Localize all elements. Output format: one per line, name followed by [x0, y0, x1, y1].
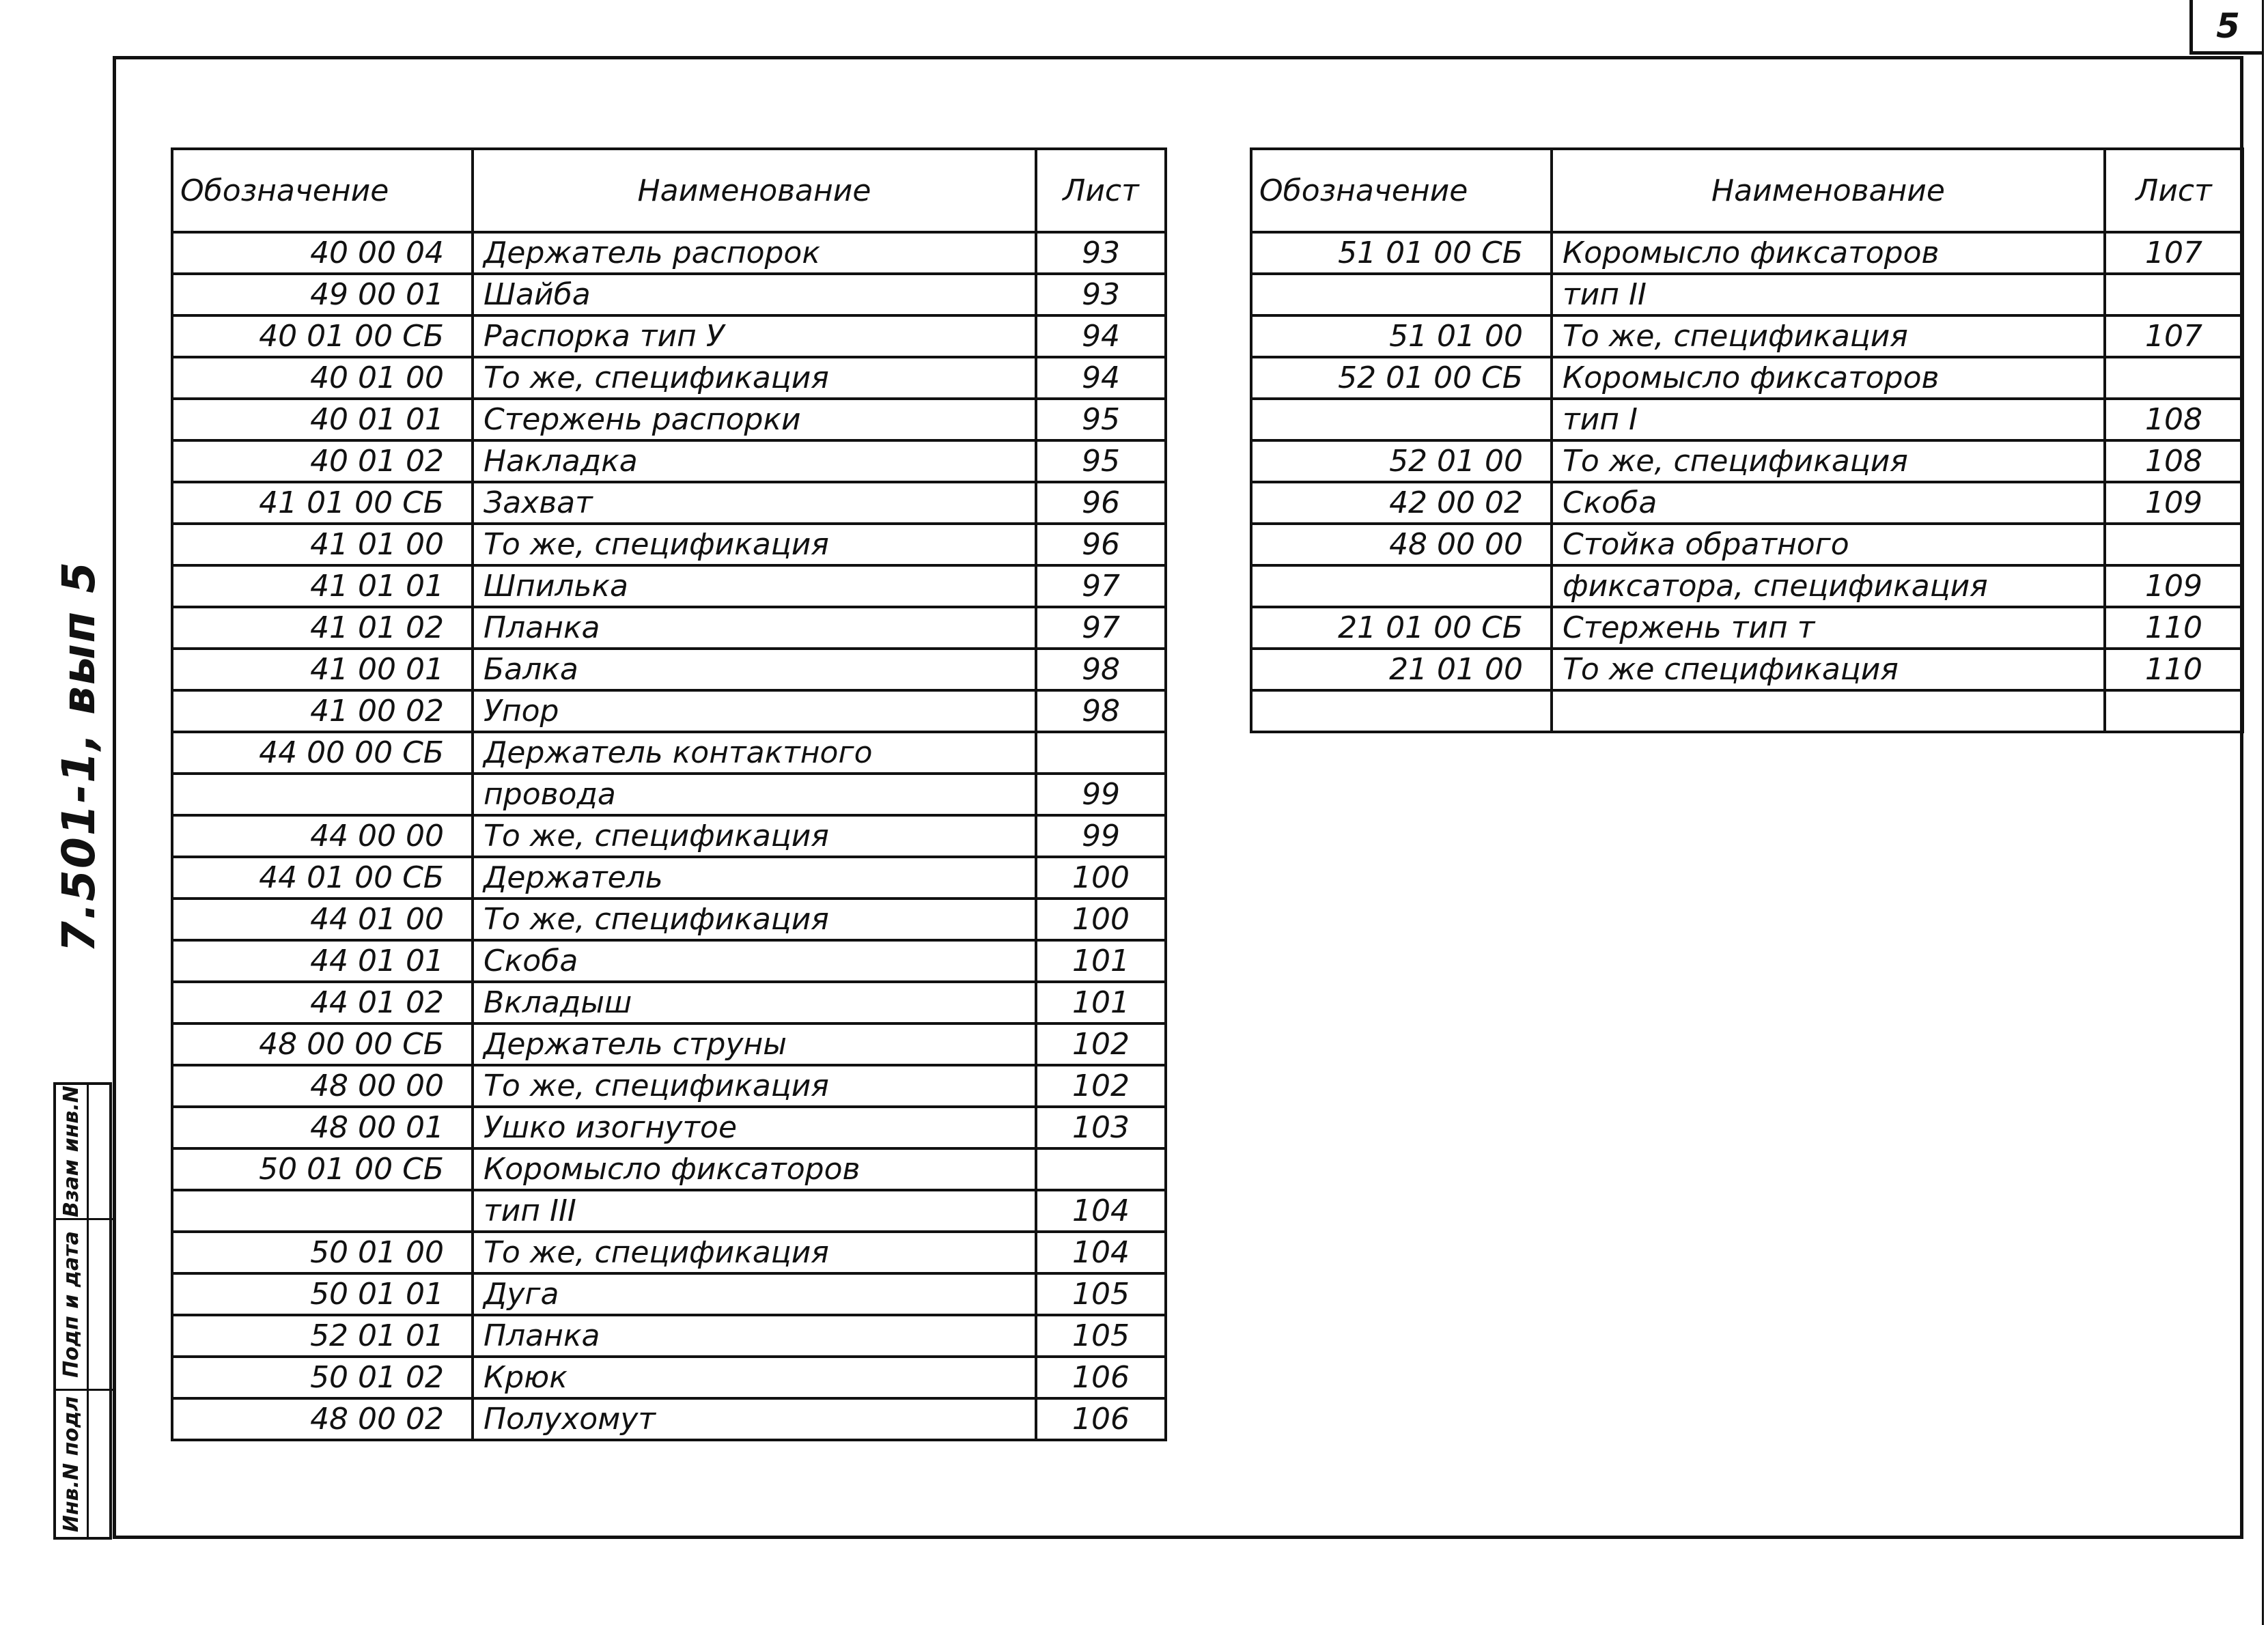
name-cell: Стержень тип т	[1552, 607, 2105, 649]
name-cell: Держатель	[473, 857, 1036, 899]
code-cell	[172, 774, 473, 815]
header-sheet: Лист	[2105, 149, 2243, 232]
sheet-cell: 108	[2105, 440, 2243, 482]
sheet-cell: 95	[1036, 440, 1166, 482]
sheet-cell: 109	[2105, 482, 2243, 524]
table-row	[172, 357, 1166, 399]
sheet-cell: 105	[1036, 1315, 1166, 1357]
table-row	[1251, 315, 2243, 357]
table-row	[172, 649, 1166, 690]
code-cell: 52 01 00	[1251, 440, 1552, 482]
name-cell: То же, спецификация	[1552, 440, 2105, 482]
stamp-cell-sign-date: Подп и дата	[56, 1220, 87, 1391]
sheet-cell: 100	[1036, 899, 1166, 940]
code-cell: 21 01 00	[1251, 649, 1552, 690]
name-cell: Стержень распорки	[473, 399, 1036, 440]
sheet-cell: 104	[1036, 1190, 1166, 1232]
table-row	[172, 690, 1166, 732]
code-cell: 48 00 00	[1251, 524, 1552, 565]
sheet-cell: 94	[1036, 315, 1166, 357]
left-table-body	[172, 232, 1166, 1440]
name-cell: Коромысло фиксаторов	[473, 1148, 1036, 1190]
table-row	[172, 399, 1166, 440]
name-cell: Коромысло фиксаторов	[1552, 357, 2105, 399]
sheet-cell	[2105, 524, 2243, 565]
sheet-cell: 93	[1036, 232, 1166, 274]
name-cell: То же, спецификация	[1552, 315, 2105, 357]
sheet-cell: 100	[1036, 857, 1166, 899]
name-cell: провода	[473, 774, 1036, 815]
sheet-cell: 107	[2105, 232, 2243, 274]
code-cell: 44 01 01	[172, 940, 473, 982]
code-cell: 48 00 02	[172, 1398, 473, 1440]
table-row	[172, 1148, 1166, 1190]
sheet-cell: 97	[1036, 607, 1166, 649]
code-cell: 50 01 02	[172, 1357, 473, 1398]
stamp-value-cell	[87, 1085, 113, 1220]
code-cell	[1251, 565, 1552, 607]
sheet-cell: 101	[1036, 940, 1166, 982]
code-cell: 41 00 02	[172, 690, 473, 732]
sheet-cell: 102	[1036, 1065, 1166, 1107]
name-cell: То же, спецификация	[473, 524, 1036, 565]
code-cell: 50 01 00	[172, 1232, 473, 1273]
margin-stamp	[53, 1082, 112, 1540]
table-row	[172, 1107, 1166, 1148]
sheet-cell: 105	[1036, 1273, 1166, 1315]
table-row	[172, 1273, 1166, 1315]
sheet-cell: 99	[1036, 774, 1166, 815]
header-code: Обозначение	[172, 149, 473, 232]
sheet-cell: 101	[1036, 982, 1166, 1023]
code-cell: 42 00 02	[1251, 482, 1552, 524]
code-cell: 44 01 00	[172, 899, 473, 940]
table-row	[172, 274, 1166, 315]
table-row	[1251, 524, 2243, 565]
name-cell: тип II	[1552, 274, 2105, 315]
document-code-title: 7.501-1, вып 5	[52, 560, 105, 952]
right-spec-table	[1250, 147, 2244, 733]
code-cell: 40 01 00	[172, 357, 473, 399]
table-row	[1251, 274, 2243, 315]
sheet-cell: 95	[1036, 399, 1166, 440]
table-row	[172, 732, 1166, 774]
table-row	[1251, 649, 2243, 690]
table-row	[1251, 690, 2243, 732]
right-table-body	[1251, 232, 2243, 732]
table-row	[172, 565, 1166, 607]
code-cell	[1251, 690, 1552, 732]
name-cell: Балка	[473, 649, 1036, 690]
name-cell: Шайба	[473, 274, 1036, 315]
sheet-cell: 98	[1036, 649, 1166, 690]
name-cell: Упор	[473, 690, 1036, 732]
code-cell: 48 00 01	[172, 1107, 473, 1148]
name-cell: Дуга	[473, 1273, 1036, 1315]
table-row	[172, 1065, 1166, 1107]
name-cell: Вкладыш	[473, 982, 1036, 1023]
code-cell: 41 01 01	[172, 565, 473, 607]
table-row	[1251, 482, 2243, 524]
code-cell: 49 00 01	[172, 274, 473, 315]
name-cell: Полухомут	[473, 1398, 1036, 1440]
sheet-cell: 110	[2105, 607, 2243, 649]
name-cell: Держатель контактного	[473, 732, 1036, 774]
name-cell: Держатель струны	[473, 1023, 1036, 1065]
name-cell: Планка	[473, 607, 1036, 649]
name-cell: Распорка тип У	[473, 315, 1036, 357]
code-cell: 48 00 00	[172, 1065, 473, 1107]
code-cell: 44 00 00	[172, 815, 473, 857]
sheet-number: 5	[2189, 0, 2263, 55]
table-row	[172, 482, 1166, 524]
name-cell: Ушко изогнутое	[473, 1107, 1036, 1148]
name-cell: То же, спецификация	[473, 899, 1036, 940]
sheet-cell: 107	[2105, 315, 2243, 357]
name-cell: Планка	[473, 1315, 1036, 1357]
code-cell: 41 00 01	[172, 649, 473, 690]
code-cell: 44 00 00 СБ	[172, 732, 473, 774]
name-cell: Скоба	[473, 940, 1036, 982]
table-row	[1251, 357, 2243, 399]
table-row	[1251, 440, 2243, 482]
code-cell: 40 00 04	[172, 232, 473, 274]
sheet-cell: 98	[1036, 690, 1166, 732]
name-cell: фиксатора, спецификация	[1552, 565, 2105, 607]
code-cell: 40 01 00 СБ	[172, 315, 473, 357]
table-row	[172, 940, 1166, 982]
header-sheet: Лист	[1036, 149, 1166, 232]
code-cell: 51 01 00	[1251, 315, 1552, 357]
code-cell: 48 00 00 СБ	[172, 1023, 473, 1065]
sheet-cell: 96	[1036, 524, 1166, 565]
table-row	[172, 1315, 1166, 1357]
table-row	[1251, 232, 2243, 274]
code-cell: 41 01 00	[172, 524, 473, 565]
code-cell: 40 01 02	[172, 440, 473, 482]
name-cell: То же спецификация	[1552, 649, 2105, 690]
sheet-cell: 109	[2105, 565, 2243, 607]
code-cell: 51 01 00 СБ	[1251, 232, 1552, 274]
table-row	[172, 1357, 1166, 1398]
name-cell: Скоба	[1552, 482, 2105, 524]
table-row	[172, 440, 1166, 482]
frame-edge-mark	[2262, 0, 2264, 1625]
name-cell: Держатель распорок	[473, 232, 1036, 274]
header-code: Обозначение	[1251, 149, 1552, 232]
table-row	[172, 607, 1166, 649]
name-cell: Коромысло фиксаторов	[1552, 232, 2105, 274]
sheet-cell	[1036, 732, 1166, 774]
sheet-cell	[1036, 1148, 1166, 1190]
code-cell: 41 01 00 СБ	[172, 482, 473, 524]
table-row	[172, 1398, 1166, 1440]
stamp-cell-replaced-inv: Взам инв.N	[56, 1085, 87, 1220]
table-row	[172, 774, 1166, 815]
sheet-cell: 103	[1036, 1107, 1166, 1148]
code-cell	[1251, 274, 1552, 315]
name-cell: Накладка	[473, 440, 1036, 482]
sheet-cell	[2105, 274, 2243, 315]
left-spec-table	[171, 147, 1167, 1441]
table-row	[172, 1190, 1166, 1232]
name-cell: тип III	[473, 1190, 1036, 1232]
sheet-cell: 104	[1036, 1232, 1166, 1273]
name-cell: То же, спецификация	[473, 815, 1036, 857]
sheet-cell: 110	[2105, 649, 2243, 690]
code-cell: 40 01 01	[172, 399, 473, 440]
name-cell: Шпилька	[473, 565, 1036, 607]
code-cell: 50 01 01	[172, 1273, 473, 1315]
table-row	[172, 232, 1166, 274]
sheet-cell: 106	[1036, 1398, 1166, 1440]
stamp-value-cell	[87, 1220, 113, 1391]
code-cell: 50 01 00 СБ	[172, 1148, 473, 1190]
table-row	[172, 899, 1166, 940]
code-cell	[172, 1190, 473, 1232]
table-row	[172, 815, 1166, 857]
table-row	[172, 1023, 1166, 1065]
code-cell: 44 01 00 СБ	[172, 857, 473, 899]
name-cell: тип I	[1552, 399, 2105, 440]
header-name: Наименование	[1552, 149, 2105, 232]
table-row	[1251, 565, 2243, 607]
sheet-cell: 97	[1036, 565, 1166, 607]
table-row	[1251, 607, 2243, 649]
sheet-cell: 102	[1036, 1023, 1166, 1065]
code-cell: 44 01 02	[172, 982, 473, 1023]
sheet-cell: 94	[1036, 357, 1166, 399]
table-row	[172, 315, 1166, 357]
name-cell: Захват	[473, 482, 1036, 524]
sheet-cell: 93	[1036, 274, 1166, 315]
name-cell: То же, спецификация	[473, 1232, 1036, 1273]
sheet-cell: 108	[2105, 399, 2243, 440]
sheet-cell: 99	[1036, 815, 1166, 857]
code-cell: 41 01 02	[172, 607, 473, 649]
stamp-cell-original-inv: Инв.N подл	[59, 1396, 83, 1532]
name-cell: Крюк	[473, 1357, 1036, 1398]
table-row	[172, 524, 1166, 565]
code-cell	[1251, 399, 1552, 440]
sheet-cell: 106	[1036, 1357, 1166, 1398]
table-row	[1251, 399, 2243, 440]
code-cell: 52 01 01	[172, 1315, 473, 1357]
name-cell	[1552, 690, 2105, 732]
code-cell: 52 01 00 СБ	[1251, 357, 1552, 399]
name-cell: То же, спецификация	[473, 1065, 1036, 1107]
sheet-cell: 96	[1036, 482, 1166, 524]
sheet-cell	[2105, 357, 2243, 399]
name-cell: Стойка обратного	[1552, 524, 2105, 565]
code-cell: 21 01 00 СБ	[1251, 607, 1552, 649]
table-row	[172, 1232, 1166, 1273]
header-name: Наименование	[473, 149, 1036, 232]
table-row	[172, 857, 1166, 899]
table-row	[172, 982, 1166, 1023]
sheet-cell	[2105, 690, 2243, 732]
name-cell: То же, спецификация	[473, 357, 1036, 399]
